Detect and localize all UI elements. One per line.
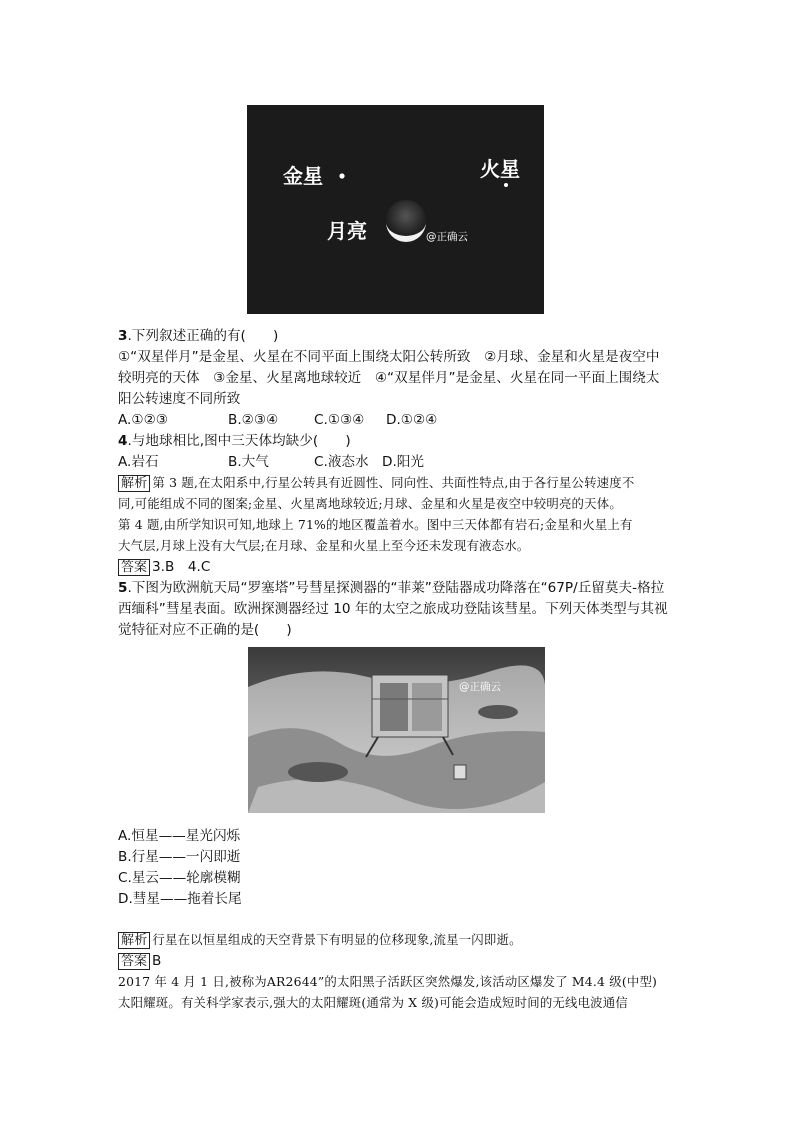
analysis-tag: 解析 (118, 475, 150, 492)
venus-label: 金星 (283, 164, 323, 188)
comet-surface-graphic (248, 647, 545, 813)
question-number: 5 (118, 580, 128, 596)
answer-tag: 答案 (118, 559, 150, 576)
question-number: 3 (118, 328, 128, 344)
venus-dot (339, 173, 344, 178)
option-d[interactable]: D.①②④ (386, 412, 438, 428)
question-4-options (118, 452, 424, 472)
watermark: @正确云 (426, 231, 468, 243)
moon-label: 月亮 (327, 219, 367, 243)
question-5-stem: 5.下图为欧洲航天局“罗塞塔”号彗星探测器的“菲莱”登陆器成功降落在“67P/丘留莫夫-格拉 (118, 580, 665, 596)
option-d[interactable]: D.彗星——拖着长尾 (118, 891, 242, 907)
question-3-stem: 3.下列叙述正确的有( ) (118, 328, 279, 344)
night-sky-graphic (247, 105, 544, 314)
question-3-body-line: 较明亮的天体 ③金星、火星离地球较近 ④“双星伴月”是金星、火星在同一平面上围绕太 (118, 370, 660, 386)
option-b[interactable]: B.行星——一闪即逝 (118, 849, 241, 865)
option-a[interactable]: A.①②③ (118, 412, 168, 428)
night-sky-photo (247, 105, 544, 314)
question-5-line: 觉特征对应不正确的是( ) (118, 622, 292, 638)
question-5-line: 西缅科”彗星表面。欧洲探测器经过 10 年的太空之旅成功登陆该彗星。下列天体类型与其视 (118, 601, 668, 617)
question-3-body-line: ①“双星伴月”是金星、火星在不同平面上围绕太阳公转所致 ②月球、金星和火星是夜空中 (118, 349, 660, 365)
option-a[interactable]: A.岩石 (118, 454, 159, 470)
passage-line: 太阳耀斑。有关科学家表示,强大的太阳耀斑(通常为 X 级)可能会造成短时间的无线电波通信 (118, 995, 628, 1010)
question-number: 4 (118, 433, 128, 449)
option-b[interactable]: B.大气 (228, 454, 269, 470)
mars-label: 火星 (480, 157, 520, 181)
passage-line: 2017 年 4 月 1 日,被称为AR2644”的太阳黑子活跃区突然爆发,该活动区爆发了 M4.4 级(中型) (118, 974, 658, 989)
analysis-line: 同,可能组成不同的图案;金星、火星离地球较近;月球、金星和火星是夜空中较明亮的天体。 (118, 496, 622, 511)
answer-line: 答案 3.B 4.C (118, 557, 210, 577)
analysis-line: 大气层,月球上没有大气层;在月球、金星和火星上至今还未发现有液态水。 (118, 538, 530, 553)
answer-tag: 答案 (118, 953, 150, 970)
analysis-line: 第 4 题,由所学知识可知,地球上 71%的地区覆盖着水。图中三天体都有岩石;金星和火星上有 (118, 517, 633, 532)
watermark: @正确云 (459, 681, 501, 693)
answer-line: 答案 B (118, 951, 161, 971)
question-3-body-line: 阳公转速度不同所致 (118, 391, 241, 407)
option-d[interactable]: D.阳光 (382, 454, 424, 470)
analysis-tag: 解析 (118, 932, 150, 949)
option-c[interactable]: C.星云——轮廓模糊 (118, 870, 241, 886)
option-c[interactable]: C.①③④ (314, 412, 365, 428)
mars-dot (504, 183, 508, 187)
question-3-options (118, 410, 437, 430)
option-a[interactable]: A.恒星——星光闪烁 (118, 828, 241, 844)
option-b[interactable]: B.②③④ (228, 412, 279, 428)
analysis-line: 解析 行星在以恒星组成的天空背景下有明显的位移现象,流星一闪即逝。 (118, 930, 522, 950)
comet-lander-photo (248, 647, 545, 813)
option-c[interactable]: C.液态水 (314, 454, 369, 470)
question-4-stem: 4.与地球相比,图中三天体均缺少( ) (118, 433, 351, 449)
analysis-line: 解析 第 3 题,在太阳系中,行星公转具有近圆性、同向性、共面性特点,由于各行星公转速度不 (118, 473, 634, 493)
